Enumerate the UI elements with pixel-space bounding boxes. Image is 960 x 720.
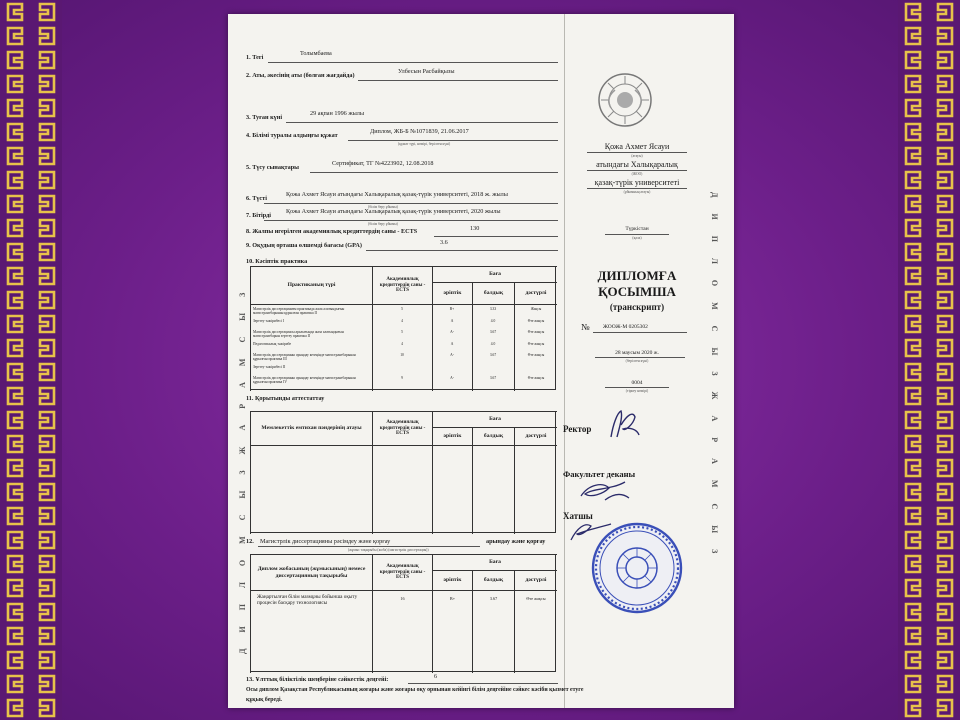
practice-row-points: 3.67 (489, 353, 497, 357)
registration-caption: (тіркеу нөмірі) (625, 389, 649, 393)
underline (434, 236, 558, 237)
underline (268, 62, 558, 63)
field-dissertation-caption: (жұмыс тақырыбы (жоба) (магистрлік диссертация)) (348, 548, 429, 552)
field-prev-document (246, 128, 469, 139)
practice-row-letter: A (450, 341, 454, 346)
ornament-border-right (898, 0, 960, 720)
field-dissertation-tail: арындау және қорғау (486, 538, 546, 545)
document-title-line1: ДИПЛОМҒА (597, 268, 677, 283)
document-title-line2: ҚОСЫМША (598, 284, 676, 299)
field-gpa-value: 3.6 (440, 239, 448, 246)
official-seal-icon (591, 522, 683, 614)
city-caption: (қала) (632, 236, 642, 240)
field-ects-total-value: 130 (470, 225, 480, 232)
underline (264, 203, 558, 204)
field-prev-document-label: 4. Білімі туралы алдыңғы құжат (246, 132, 338, 139)
state-exam-header-grade: Баға (432, 411, 557, 427)
dean-label: Факультет деканы (563, 469, 636, 479)
number-value: ЖООЖ-М 0205302 (603, 324, 648, 330)
practice-row-letter: A (450, 318, 454, 323)
field-prev-document-value: Диплом, ЖБ-Б №1071839, 21.06.2017 (370, 128, 469, 135)
practice-row-letter: A- (450, 353, 454, 357)
dissertation-credits: 16 (372, 590, 432, 673)
field-prev-document-caption: (құжат түрі, нөмірі, берілген күні) (398, 142, 451, 146)
practice-row-points: 4.0 (490, 318, 496, 323)
underline (587, 170, 687, 171)
dean-signature-icon (575, 476, 635, 506)
university-name-caption2: (ЖОО) (631, 172, 643, 176)
field-surname-label: 1. Тегі (246, 54, 264, 61)
practice-table-header-points: балдық (472, 282, 514, 304)
practice-row-credits: 5 (401, 307, 403, 311)
underline (595, 357, 685, 358)
field-ects-total (246, 225, 480, 235)
practice-row-letter: A- (450, 330, 454, 334)
underline (587, 188, 687, 189)
state-exam-body-credits (372, 445, 432, 534)
dissertation-header-letter: әріптік (432, 570, 472, 590)
practice-row-points: 3.67 (489, 330, 497, 334)
secretary-label: Хатшы (563, 511, 593, 521)
practice-row-traditional: Өте жақсы (527, 341, 545, 346)
field-graduated-value: Қожа Ахмет Ясауи атындағы Халықаралық қазақ-түрік университеті, 2020 жылы (286, 208, 501, 215)
state-exam-body-traditional (514, 445, 557, 534)
field-entrance-exams (246, 160, 434, 171)
practice-row-name: Зерттеу тәжірибесі І (253, 318, 285, 323)
state-exam-header-traditional: дәстүрлі (514, 427, 557, 445)
field-birthdate (246, 110, 365, 121)
practice-row-name: Зерттеу тәжірибесі ІІ (253, 364, 286, 369)
field-entered-caption: (білім беру ұйымы) (368, 205, 398, 209)
underline (593, 332, 687, 333)
issue-date: 28 маусым 2020 ж. (615, 350, 659, 356)
footer-statement-line1: Осы диплом Қазақстан Республикасының жоғары және жоғары оқу орнынан кейінгі білім деңгейіне сәйкес кәсіби қызмет етуге (246, 687, 584, 693)
practice-row-traditional: Өте жақсы (527, 318, 545, 323)
city-name: Түркістан (625, 226, 649, 232)
underline (310, 172, 558, 173)
field-birthdate-label: 3. Туған күні (246, 114, 283, 121)
field-name-label: 2. Аты, әкесінің аты (болған жағдайда) (246, 72, 355, 79)
practice-table-header-traditional: дәстүрлі (514, 282, 557, 304)
dissertation-header-points: балдық (472, 570, 514, 590)
dissertation-header-name: Диплом жобасының (жұмысының) немесе диссертацияның тақырыбы (250, 554, 372, 590)
section-practice-title: 10. Кәсіптік практика (246, 258, 308, 265)
state-exam-body-letter (432, 445, 472, 534)
university-name-line1: Қожа Ахмет Ясауи (604, 142, 670, 151)
underline (358, 80, 558, 81)
state-exam-header-credits: Академиялық кредиттердің саны - ECTS (372, 411, 432, 445)
right-page (565, 14, 734, 708)
practice-row-letter: B+ (449, 307, 455, 311)
practice-row-credits: 10 (400, 353, 404, 357)
field-graduated (246, 208, 501, 219)
vertical-watermark-right: Д И П Л О М С Ы З Ж А Р А М С Ы З (710, 192, 719, 561)
field-ects-total-label: 8. Жалпы игерілген академиялық кредиттердің саны - ECTS (246, 228, 418, 235)
registration-number: 0004 (631, 380, 643, 386)
practice-row-points: 3.67 (489, 376, 497, 380)
practice-row-name: Магистрлік диссертациясы аралығында жаза алатындығын магистрантбарын зерттеу практика ІІ (253, 330, 344, 339)
practice-row-points: 3.33 (489, 307, 497, 311)
field-surname-value: Толымбаева (300, 50, 332, 57)
state-exam-body-name (250, 445, 372, 534)
practice-row-credits: 4 (401, 318, 403, 323)
practice-row-traditional: Өте жақсы (527, 376, 545, 380)
dissertation-header-traditional: дәстүрлі (514, 570, 557, 590)
field-dissertation-label: 12. (246, 538, 254, 545)
document-title-line3: (транскрипт) (609, 302, 665, 312)
dissertation-table (250, 554, 556, 672)
field-entered-label: 6. Түсті (246, 195, 267, 202)
underline (587, 152, 687, 153)
field-entrance-exams-value: Сертификат, ТГ №4223902, 12.08.2018 (332, 160, 434, 167)
underline (408, 683, 558, 684)
field-entrance-exams-label: 5. Түсу сынақтары (246, 164, 299, 171)
practice-table-header-type: Практиканың түрі (250, 266, 372, 304)
state-exam-table (250, 411, 556, 533)
dissertation-grade-points: 3.67 (472, 590, 514, 673)
ornament-border-left (0, 0, 62, 720)
field-graduated-label: 7. Бітірді (246, 212, 271, 219)
practice-table (250, 266, 556, 390)
underline (264, 220, 558, 221)
dissertation-header-grade: Баға (432, 554, 557, 570)
practice-row-name: Магистрлік диссертацияны орындау кезеңінде магистрантбарынан құрылған практика ІІІ (253, 353, 356, 362)
state-exam-header-points: балдық (472, 427, 514, 445)
field-gpa-label: 9. Оқудың орташа өлшемді бағасы (GPA) (246, 242, 362, 249)
practice-table-header-letter: әріптік (432, 282, 472, 304)
dissertation-header-credits: Академиялық кредиттердің саны - ECTS (372, 554, 432, 590)
dissertation-grade-letter: B+ (432, 590, 472, 673)
field-graduated-caption: (білім беру ұйымы) (368, 222, 398, 226)
practice-table-header-credits: Академиялық кредиттердің саны - ECTS (372, 266, 432, 304)
university-name-caption3: (ұйымның атауы) (623, 190, 651, 194)
ornament-pattern-right (898, 0, 960, 720)
ornament-pattern-left (0, 0, 62, 720)
underline (366, 250, 558, 251)
rector-label: Ректор (563, 424, 592, 434)
dissertation-topic: Жаңартылған білім мазмұны бойынша оқыту процесін басқару технологиясы (250, 590, 372, 673)
practice-row-name: Педагогикалық тәжірибе (253, 341, 292, 346)
field-gpa (246, 239, 448, 249)
state-exam-header-letter: әріптік (432, 427, 472, 445)
practice-row-letter: A- (450, 376, 454, 380)
practice-row-name: Магистрлік диссертацияны орындау кезеңінде магистрантбарынан құрылған практика ІV (253, 376, 356, 385)
field-qualification-level-label: 13. Ұлттық біліктілік шеңберіне сәйкестік деңгейі: (246, 676, 389, 683)
dissertation-grade-traditional: Өте жақсы (514, 590, 557, 673)
field-birthdate-value: 29 ақпан 1996 жылы (310, 110, 365, 117)
vertical-watermark-left: Д И П Л О М С Ы З Ж А Р А М С Ы З (238, 285, 247, 654)
university-name-line3: қазақ-түрік университеті (594, 178, 680, 187)
footer-statement-line2: құқық береді. (246, 697, 283, 703)
state-exam-body-points (472, 445, 514, 534)
university-name-line2: атындағы Халықаралық (596, 160, 678, 169)
practice-row-traditional: Жақсы (530, 307, 542, 311)
state-exam-header-name: Мемлекеттік емтихан пәндерінің атауы (250, 411, 372, 445)
rector-signature-icon (603, 407, 643, 441)
field-dissertation-value: Магистрлік диссертацияны рәсімдеу және қорғау (260, 538, 391, 545)
field-qualification-level (246, 673, 438, 683)
practice-row-points: 4.0 (490, 341, 496, 346)
field-dissertation (246, 538, 546, 545)
field-name (246, 68, 455, 79)
practice-row-name: Магистрлік диссертациямен практикада жаза алатындығын магистрантбарынан құрылған практика ІІ (253, 307, 345, 316)
university-name-caption1: (атауы) (631, 154, 643, 158)
practice-row-traditional: Өте жақсы (527, 353, 545, 357)
practice-row-credits: 5 (401, 330, 403, 334)
underline (348, 140, 558, 141)
practice-table-header-grade: Баға (432, 266, 557, 282)
field-name-value: Улбесын Расбайқызы (398, 68, 455, 75)
underline (605, 234, 669, 235)
field-surname (246, 50, 332, 61)
field-entered-value: Қожа Ахмет Ясауи атындағы Халықаралық қазақ-түрік университеті, 2018 ж. жылы (286, 191, 508, 198)
state-emblem-icon (597, 72, 653, 128)
diploma-supplement-scan (228, 14, 734, 708)
practice-row-traditional: Өте жақсы (527, 330, 545, 334)
field-entered (246, 191, 508, 202)
section-attestation-title: 11. Қорытынды аттестаттау (246, 395, 325, 402)
issue-date-caption: (берілген күні) (625, 359, 649, 363)
practice-row-credits: 9 (401, 376, 403, 380)
underline (258, 546, 480, 547)
underline (605, 387, 669, 388)
practice-row-credits: 4 (401, 341, 403, 346)
number-label: № (581, 322, 590, 332)
underline (286, 122, 558, 123)
field-qualification-level-value: 6 (434, 673, 438, 680)
